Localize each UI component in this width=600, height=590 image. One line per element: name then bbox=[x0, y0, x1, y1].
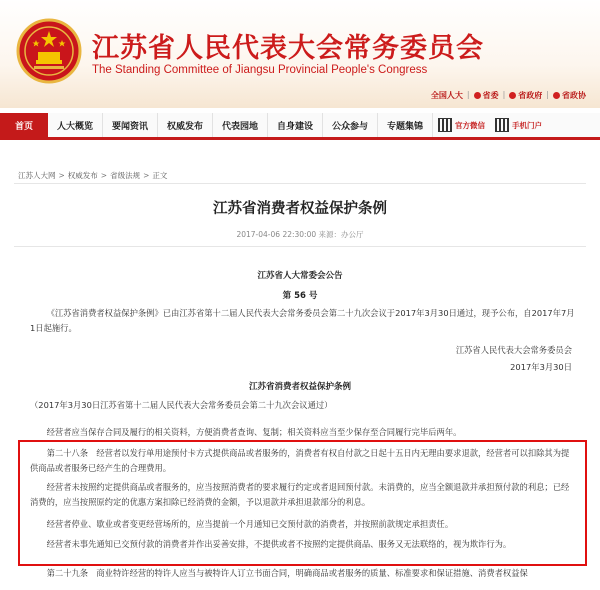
nav-news[interactable]: 要闻资讯 bbox=[103, 113, 158, 137]
crumb-separator: > bbox=[58, 171, 65, 180]
link-label: 省委 bbox=[482, 91, 499, 100]
divider bbox=[14, 183, 586, 184]
site-title: 江苏省人民代表大会常务委员会 bbox=[92, 33, 484, 64]
nav-releases[interactable]: 权威发布 bbox=[158, 113, 213, 137]
article-29: 第二十九条 商业特许经营的特许人应当与被特许人订立书面合同，明确商品或者服务的质量、标准要求和保证措施、消费者权益保 bbox=[46, 568, 528, 578]
nav-home[interactable]: 首页 bbox=[0, 113, 48, 137]
separator: | bbox=[502, 90, 506, 99]
link-cppcc[interactable] bbox=[553, 90, 586, 101]
crumb-separator: > bbox=[143, 171, 150, 180]
qr-code-icon bbox=[438, 118, 452, 132]
article-meta: 2017-04-06 22:30:00 来源：办公厅 bbox=[236, 230, 364, 239]
link-label: 省政协 bbox=[562, 91, 586, 100]
nav-overview[interactable]: 人大概览 bbox=[48, 113, 103, 137]
crumb-current: 正文 bbox=[152, 171, 168, 180]
crumb-releases[interactable]: 权威发布 bbox=[67, 171, 98, 180]
party-icon bbox=[474, 92, 481, 99]
nav-participation[interactable]: 公众参与 bbox=[323, 113, 378, 137]
announcement-number: 第 56 号 bbox=[282, 291, 318, 301]
nav-deputies[interactable]: 代表园地 bbox=[213, 113, 268, 137]
separator: | bbox=[546, 90, 549, 99]
divider bbox=[14, 246, 586, 247]
government-icon bbox=[509, 92, 516, 99]
signing-date: 2017年3月30日 bbox=[510, 362, 572, 372]
regulation-note: （2017年3月30日江苏省第十二届人民代表大会常务委员会第二十九次会议通过） bbox=[30, 400, 333, 410]
breadcrumb bbox=[18, 170, 167, 181]
signing-organization: 江苏省人民代表大会常务委员会 bbox=[455, 345, 572, 355]
link-label: 全国人大 bbox=[430, 91, 463, 100]
article-28-clause-2: 经营者未按照约定提供商品或者服务的，应当按照消费者的要求履行约定或者退回预付款。未消费的，应当全额退款并承担预付款的利息；已经消费的，应当按照原约定的优惠方案扣除已经消费的金额，予以退款并承担退款部分的利息。 bbox=[30, 482, 570, 507]
article-title: 江苏省消费者权益保护条例 bbox=[213, 201, 387, 217]
mobile-portal-label: 手机门户 bbox=[512, 120, 542, 130]
main-nav bbox=[0, 113, 600, 140]
crumb-separator: > bbox=[100, 171, 108, 180]
separator: | bbox=[466, 90, 470, 99]
national-emblem-icon bbox=[16, 18, 82, 84]
site-title-english: The Standing Committee of Jiangsu Provincial People's Congress bbox=[92, 64, 428, 76]
mobile-portal-link[interactable] bbox=[490, 113, 547, 137]
regulation-title: 江苏省消费者权益保护条例 bbox=[248, 382, 351, 392]
cppcc-icon bbox=[553, 92, 560, 99]
link-provincial-government[interactable] bbox=[509, 90, 542, 101]
announcement-body: 《江苏省消费者权益保护条例》已由江苏省第十二届人民代表大会常务委员会第二十九次会议于2017年3月30日通过，现予公布，自2017年7月1日起施行。 bbox=[30, 308, 575, 333]
crumb-home[interactable]: 江苏人大网 bbox=[18, 171, 56, 180]
top-links bbox=[431, 90, 586, 101]
article-28-clause-3: 经营者停业、歇业或者变更经营场所的，应当提前一个月通知已交预付款的消费者，并按照前款规定承担责任。 bbox=[46, 519, 454, 529]
article-28-clause-4: 经营者未事先通知已交预付款的消费者并作出妥善安排，不提供或者不按照约定提供商品、服务又无法联络的，视为欺诈行为。 bbox=[46, 539, 512, 549]
paragraph-records: 经营者应当保存合同及履行的相关资料，方便消费者查询、复制；相关资料应当至少保存至合同履行完毕后两年。 bbox=[46, 427, 462, 437]
nav-self-building[interactable]: 自身建设 bbox=[268, 113, 323, 137]
qr-code-icon bbox=[495, 118, 509, 132]
wechat-link[interactable] bbox=[433, 113, 490, 137]
site-header bbox=[0, 0, 600, 108]
link-npc[interactable] bbox=[431, 90, 463, 101]
link-provincial-committee[interactable] bbox=[474, 90, 499, 101]
link-label: 省政府 bbox=[518, 91, 543, 100]
crumb-regulations[interactable]: 省级法规 bbox=[110, 171, 141, 180]
announcement-title: 江苏省人大常委会公告 bbox=[257, 271, 343, 281]
wechat-label: 官方微信 bbox=[455, 120, 485, 130]
article-28: 第二十八条 经营者以发行单用途预付卡方式提供商品或者服务的，消费者有权自付款之日起十五日内无理由要求退款，经营者可以扣除其为提供商品或者服务已经产生的合理费用。 bbox=[30, 448, 570, 473]
nav-topics[interactable]: 专题集锦 bbox=[378, 113, 433, 137]
